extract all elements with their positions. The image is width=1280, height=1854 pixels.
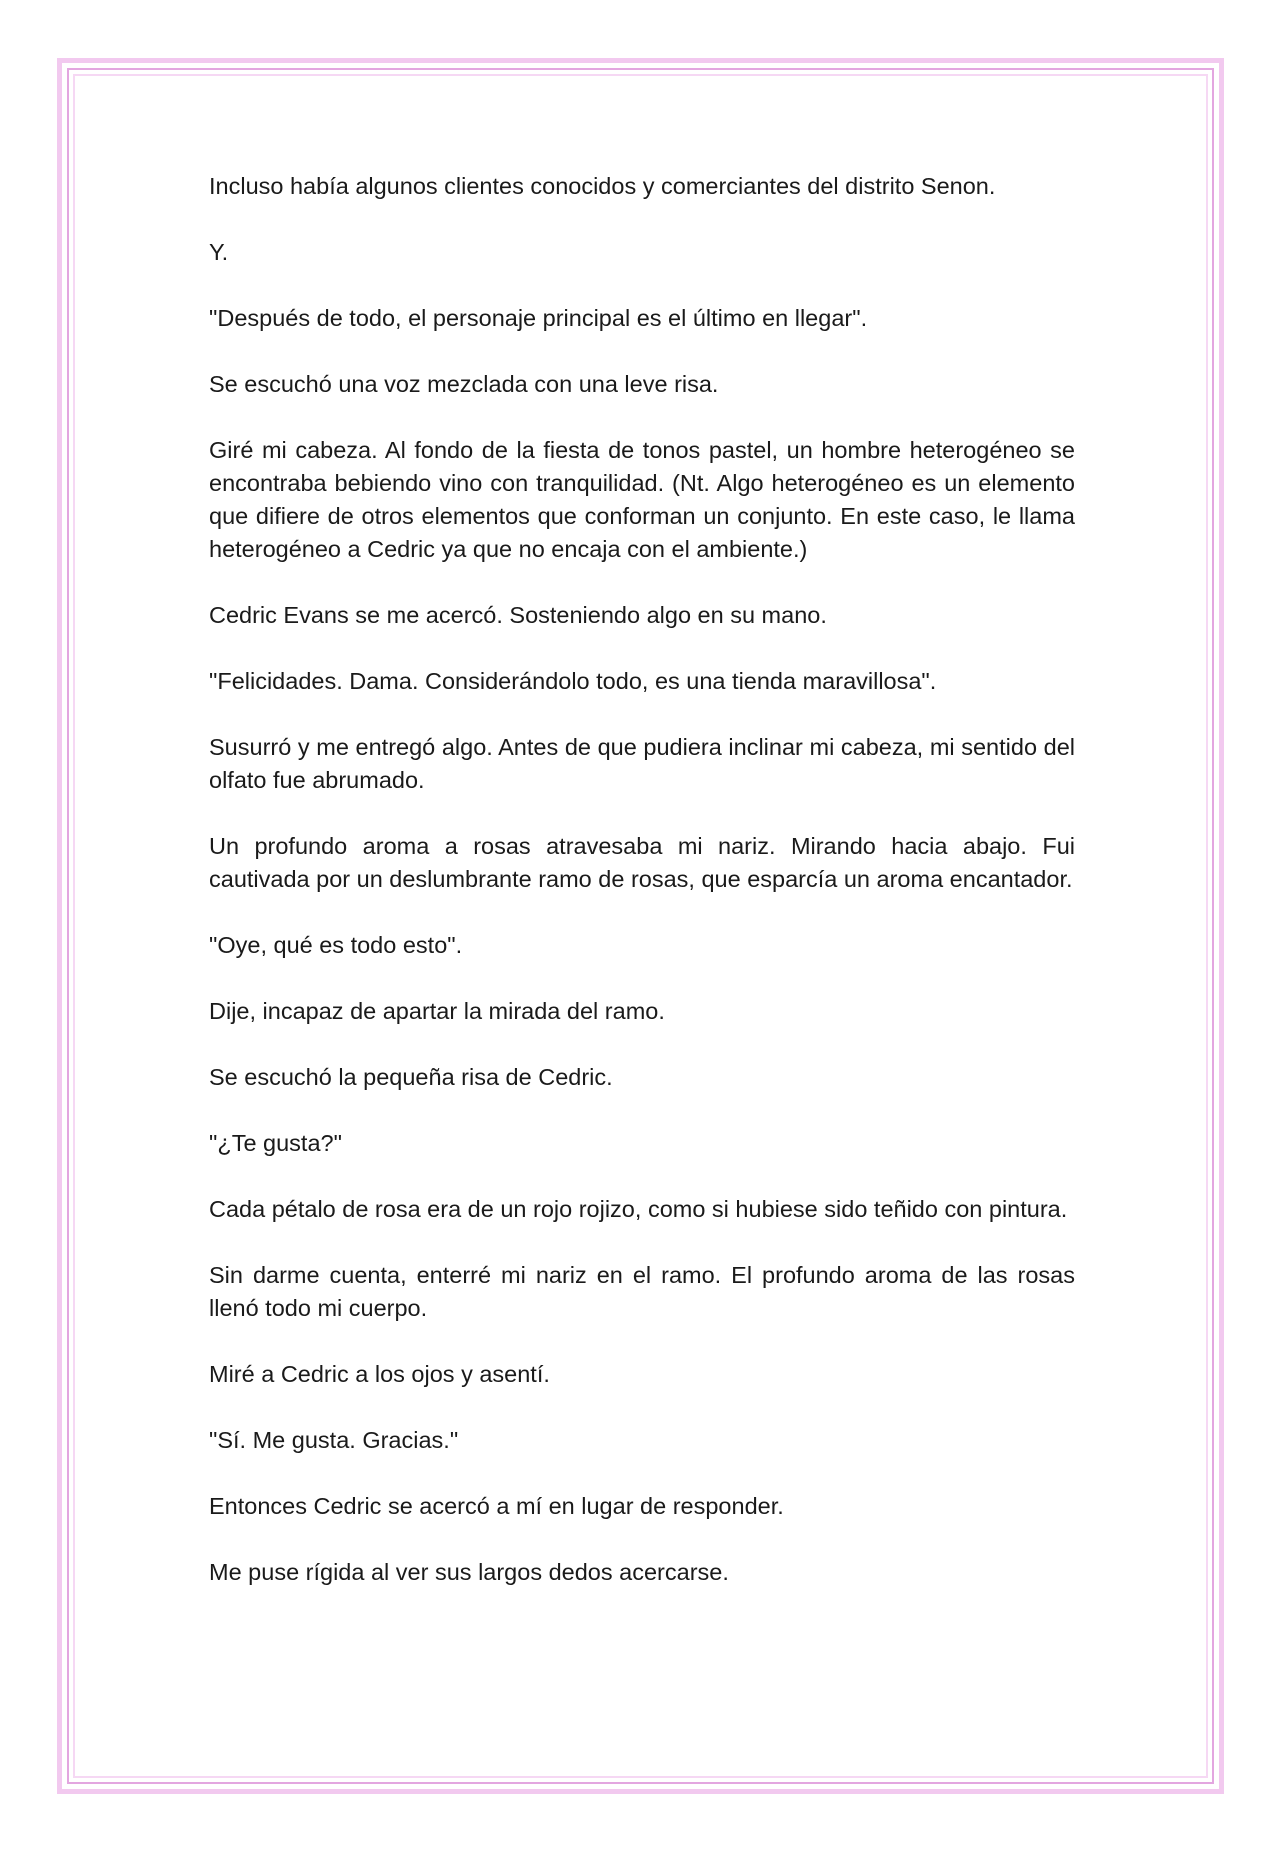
paragraph: "Felicidades. Dama. Considerándolo todo, es una tienda maravillosa". <box>209 668 937 694</box>
paragraph: Se escuchó una voz mezclada con una leve risa. <box>209 371 719 397</box>
paragraph: "¿Te gusta?" <box>209 1130 342 1156</box>
paragraph: "Sí. Me gusta. Gracias." <box>209 1427 459 1453</box>
paragraph: Se escuchó la pequeña risa de Cedric. <box>209 1064 613 1090</box>
paragraph: "Oye, qué es todo esto". <box>209 932 463 958</box>
paragraph: Entonces Cedric se acercó a mí en lugar de responder. <box>209 1493 784 1519</box>
paragraph: Me puse rígida al ver sus largos dedos acercarse. <box>209 1559 729 1585</box>
paragraph: Un profundo aroma a rosas atravesaba mi nariz. Mirando hacia abajo. Fui cautivada por un deslumbrante ramo de rosas, que esparcía un aroma encantador. <box>209 833 1075 892</box>
paragraph: Incluso había algunos clientes conocidos y comerciantes del distrito Senon. <box>209 173 996 199</box>
paragraph: Cada pétalo de rosa era de un rojo rojizo, como si hubiese sido teñido con pintura. <box>209 1196 1068 1222</box>
paragraph: Miré a Cedric a los ojos y asentí. <box>209 1361 550 1387</box>
paragraph: "Después de todo, el personaje principal es el último en llegar". <box>209 305 868 331</box>
paragraph: Cedric Evans se me acercó. Sosteniendo algo en su mano. <box>209 602 827 628</box>
paragraph: Y. <box>209 239 229 265</box>
paragraph: Susurró y me entregó algo. Antes de que pudiera inclinar mi cabeza, mi sentido del olfato fue abrumado. <box>209 734 1075 793</box>
paragraph: Dije, incapaz de apartar la mirada del ramo. <box>209 998 665 1024</box>
paragraph: Giré mi cabeza. Al fondo de la fiesta de tonos pastel, un hombre heterogéneo se encontraba bebiendo vino con tranquilidad. (Nt. Algo heterogéneo es un elemento que difiere de otros elementos que conforman un conjunto. En este caso, le llama heterogéneo a Cedric ya que no encaja con el ambiente.) <box>209 437 1075 562</box>
paragraph: Sin darme cuenta, enterré mi nariz en el ramo. El profundo aroma de las rosas llenó todo mi cuerpo. <box>209 1262 1075 1321</box>
document-body <box>209 170 1075 1622</box>
